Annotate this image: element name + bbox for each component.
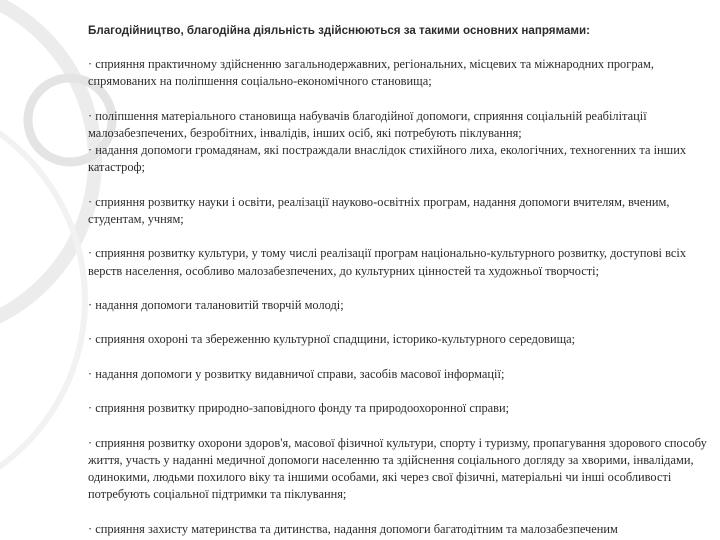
paragraph: · сприяння розвитку охорони здоров'я, масової фізичної культури, спорту і туризму, пропагування здорового способу життя, участь у наданні медичної допомоги населенню та здійснення соціального догляду за хворими, інвалідами, одинокими, людьми похилого віку та іншими особами, які через свої фізичні, матеріальні чи інші особливості потребують соціальної підтримки та піклування; xyxy=(88,435,707,502)
spacer xyxy=(88,228,714,245)
spacer xyxy=(88,383,714,400)
paragraph: · надання допомоги громадянам, які постраждали внаслідок стихійного лиха, екологічних, техногенних та інших катастроф; xyxy=(88,143,687,175)
heading: Благодійництво, благодійна діяльність здійснюються за такими основних напрямами: xyxy=(88,24,591,37)
paragraph: · сприяння захисту материнства та дитинства, надання допомоги багатодітним та малозабезпеченим xyxy=(88,521,618,536)
paragraph: · поліпшення матеріального становища набувачів благодійної допомоги, сприяння соціальній реабілітації малозабезпечених, безробітних, інвалідів, інших осіб, які потребують піклування; xyxy=(88,108,647,140)
paragraph: · сприяння практичному здійсненню загальнодержавних, регіональних, місцевих та міжнародних програм, спрямованих на поліпшення соціально-економічного становища; xyxy=(88,57,654,89)
spacer xyxy=(88,91,714,108)
paragraph: · сприяння розвитку природно-заповідного фонду та природоохоронної справи; xyxy=(88,401,510,416)
spacer xyxy=(88,314,714,331)
paragraph: · сприяння розвитку науки і освіти, реалізації науково-освітніх програм, надання допомоги вчителям, вченим, студентам, учням; xyxy=(88,194,670,226)
spacer xyxy=(88,177,714,194)
paragraph-list xyxy=(88,56,714,538)
paragraph: · надання допомоги талановитій творчій молоді; xyxy=(88,297,344,312)
spacer xyxy=(88,417,714,434)
spacer xyxy=(88,503,714,520)
paragraph: · сприяння охороні та збереженню культурної спадщини, історико-культурного середовища; xyxy=(88,332,576,347)
spacer xyxy=(88,280,714,297)
text-block xyxy=(88,22,714,538)
paragraph: · надання допомоги у розвитку видавничої справи, засобів масової інформації; xyxy=(88,366,505,381)
spacer xyxy=(88,39,714,56)
spacer xyxy=(88,349,714,366)
paragraph: · сприяння розвитку культури, у тому числі реалізації програм національно-культурного розвитку, доступові всіх верств населення, особливо малозабезпечених, до культурних цінностей та художньої творчості; xyxy=(88,246,687,278)
